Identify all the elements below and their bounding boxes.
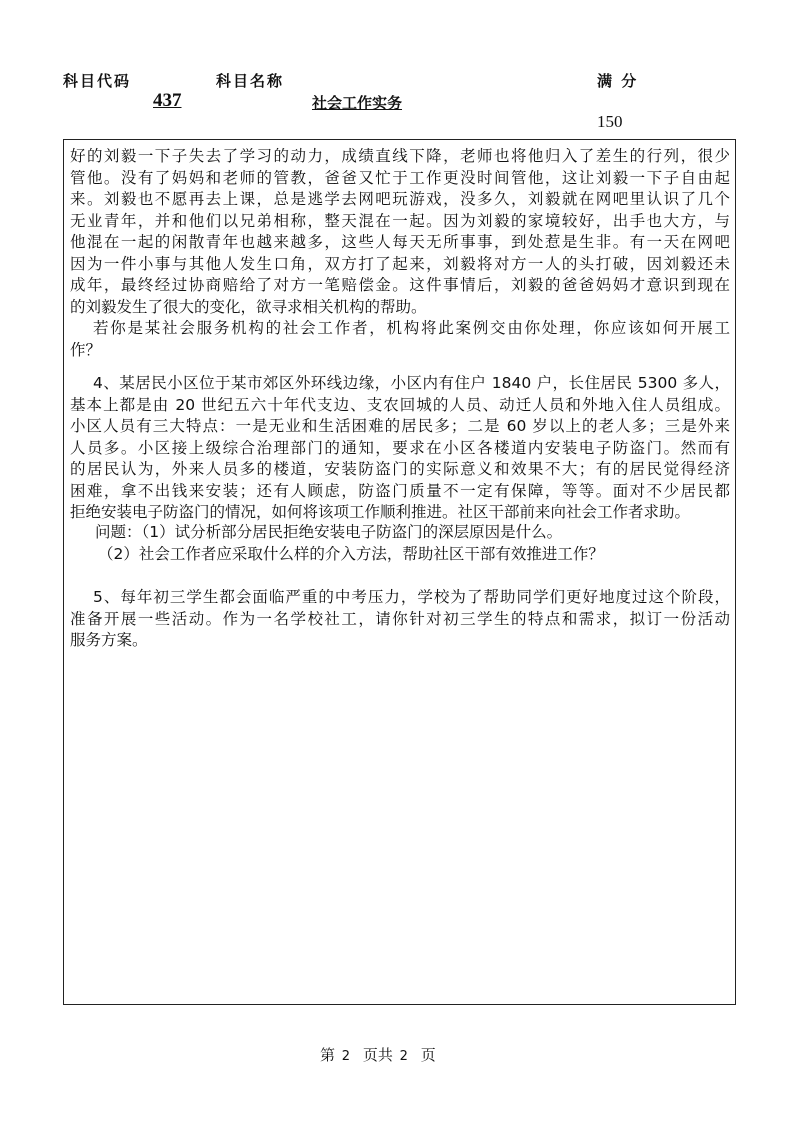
- subject-name-label: 科目名称: [216, 72, 285, 90]
- subject-code-label: 科目代码: [63, 72, 132, 90]
- full-score-label: 满 分: [597, 72, 639, 90]
- text-line: 拒绝安装电子防盗门的情况，如何将该项工作顺利推进。社区干部前来向社会工作者求助。: [70, 503, 691, 521]
- text-line: 好的刘毅一下子失去了学习的动力，成绩直线下降，老师也将他归入了差生的行列，很少: [70, 147, 730, 165]
- footer-total-pages: 2: [399, 1049, 408, 1064]
- page-footer: [320, 1044, 436, 1065]
- text-line: 来。刘毅也不愿再去上课，总是逃学去网吧玩游戏，没多久，刘毅就在网吧里认识了几个: [70, 190, 730, 208]
- text-line: （2）社会工作者应采取什么样的介入方法，帮助社区干部有效推进工作？: [98, 545, 604, 563]
- text-line: 的刘毅发生了很大的变化，欲寻求相关机构的帮助。: [70, 297, 427, 316]
- footer-prefix: 第: [320, 1046, 336, 1064]
- text-line: 服务方案。: [70, 631, 148, 649]
- subject-name-value: 社会工作实务: [312, 94, 403, 112]
- text-line: 管他。没有了妈妈和老师的管教，爸爸又忙于工作更没时间管他，这让刘毅一下子自由起: [70, 168, 730, 187]
- text-line: 准备开展一些活动。作为一名学校社工，请你针对初三学生的特点和需求，拟订一份活动: [70, 609, 730, 628]
- text-line: 的居民认为，外来人员多的楼道，安装防盗门的实际意义和效果不大；有的居民觉得经济: [70, 460, 730, 478]
- text-line: 作？: [70, 340, 102, 359]
- footer-middle: 页共: [362, 1046, 393, 1064]
- subject-code-value: 437: [153, 90, 182, 111]
- full-score-value: 150: [597, 112, 623, 131]
- text-line: 问题：（1）试分析部分居民拒绝安装电子防盗门的深层原因是什么。: [95, 523, 563, 541]
- text-line: 4、某居民小区位于某市郊区外环线边缘，小区内有住户 1840 户，长住居民 5300 多人，: [93, 374, 730, 392]
- text-line: 若你是某社会服务机构的社会工作者，机构将此案例交由你处理，你应该如何开展工: [93, 319, 730, 337]
- text-line: 困难，拿不出钱来安装；还有人顾虑，防盗门质量不一定有保障，等等。面对不少居民都: [70, 481, 730, 500]
- text-line: 小区人员有三大特点：一是无业和生活困难的居民多；二是 60 岁以上的老人多；三是外来: [70, 417, 730, 435]
- text-line: 5、每年初三学生都会面临严重的中考压力，学校为了帮助同学们更好地度过这个阶段，: [93, 588, 730, 606]
- text-line: 人员多。小区接上级综合治理部门的通知，要求在小区各楼道内安装电子防盗门。然而有: [70, 438, 730, 457]
- footer-page-number: 2: [341, 1049, 351, 1064]
- footer-suffix: 页: [420, 1046, 436, 1064]
- text-line: 无业青年，并和他们以兄弟相称，整天混在一起。因为刘毅的家境较好，出手也大方，与: [70, 211, 730, 230]
- text-line: 他混在一起的闲散青年也越来越多，这些人每天无所事事，到处惹是生非。有一天在网吧: [70, 233, 730, 251]
- text-line: 成年，最终经过协商赔给了对方一笔赔偿金。这件事情后，刘毅的爸爸妈妈才意识到现在: [70, 276, 730, 294]
- text-line: 基本上都是由 20 世纪五六十年代支边、支农回城的人员、动迁人员和外地入住人员组成。: [70, 395, 730, 414]
- text-line: 因为一件小事与其他人发生口角，双方打了起来，刘毅将对方一人的头打破，因刘毅还未: [70, 254, 730, 273]
